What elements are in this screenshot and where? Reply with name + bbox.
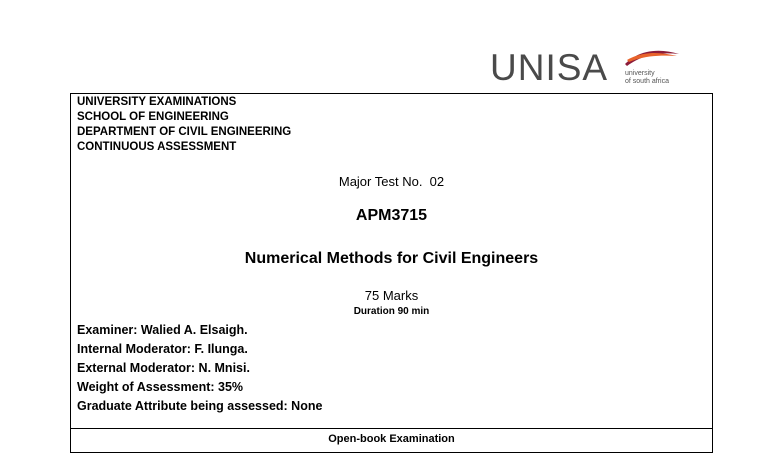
graduate-attribute: Graduate Attribute being assessed: None <box>77 399 323 413</box>
exam-header <box>77 95 291 155</box>
test-number: Major Test No. 02 <box>338 174 445 189</box>
frame-divider <box>70 428 713 429</box>
exam-details <box>77 321 322 416</box>
header-line-university-examinations: UNIVERSITY EXAMINATIONS <box>77 96 237 108</box>
header-line-department: DEPARTMENT OF CIVIL ENGINEERING <box>77 126 292 138</box>
module-code: APM3715 <box>355 207 428 224</box>
assessment-weight: Weight of Assessment: 35% <box>77 380 244 394</box>
logo-tagline-line1: university <box>625 70 655 77</box>
external-moderator: External Moderator: N. Mnisi. <box>77 361 250 375</box>
examiner: Examiner: Walied A. Elsaigh. <box>77 323 248 337</box>
internal-moderator: Internal Moderator: F. Ilunga. <box>77 342 248 356</box>
unisa-swoosh-icon <box>621 46 683 68</box>
module-title: Numerical Methods for Civil Engineers <box>244 250 539 267</box>
header-line-assessment-type: CONTINUOUS ASSESSMENT <box>77 141 237 153</box>
exam-type-note: Open-book Examination <box>328 433 455 445</box>
logo-wordmark: UNISA <box>490 47 609 88</box>
header-line-school: SCHOOL OF ENGINEERING <box>77 111 229 123</box>
total-marks: 75 Marks <box>364 288 419 303</box>
logo-tagline-line2: of south africa <box>625 78 669 85</box>
logo-tagline <box>625 70 669 86</box>
unisa-logo <box>490 44 690 88</box>
exam-duration: Duration 90 min <box>353 306 430 317</box>
